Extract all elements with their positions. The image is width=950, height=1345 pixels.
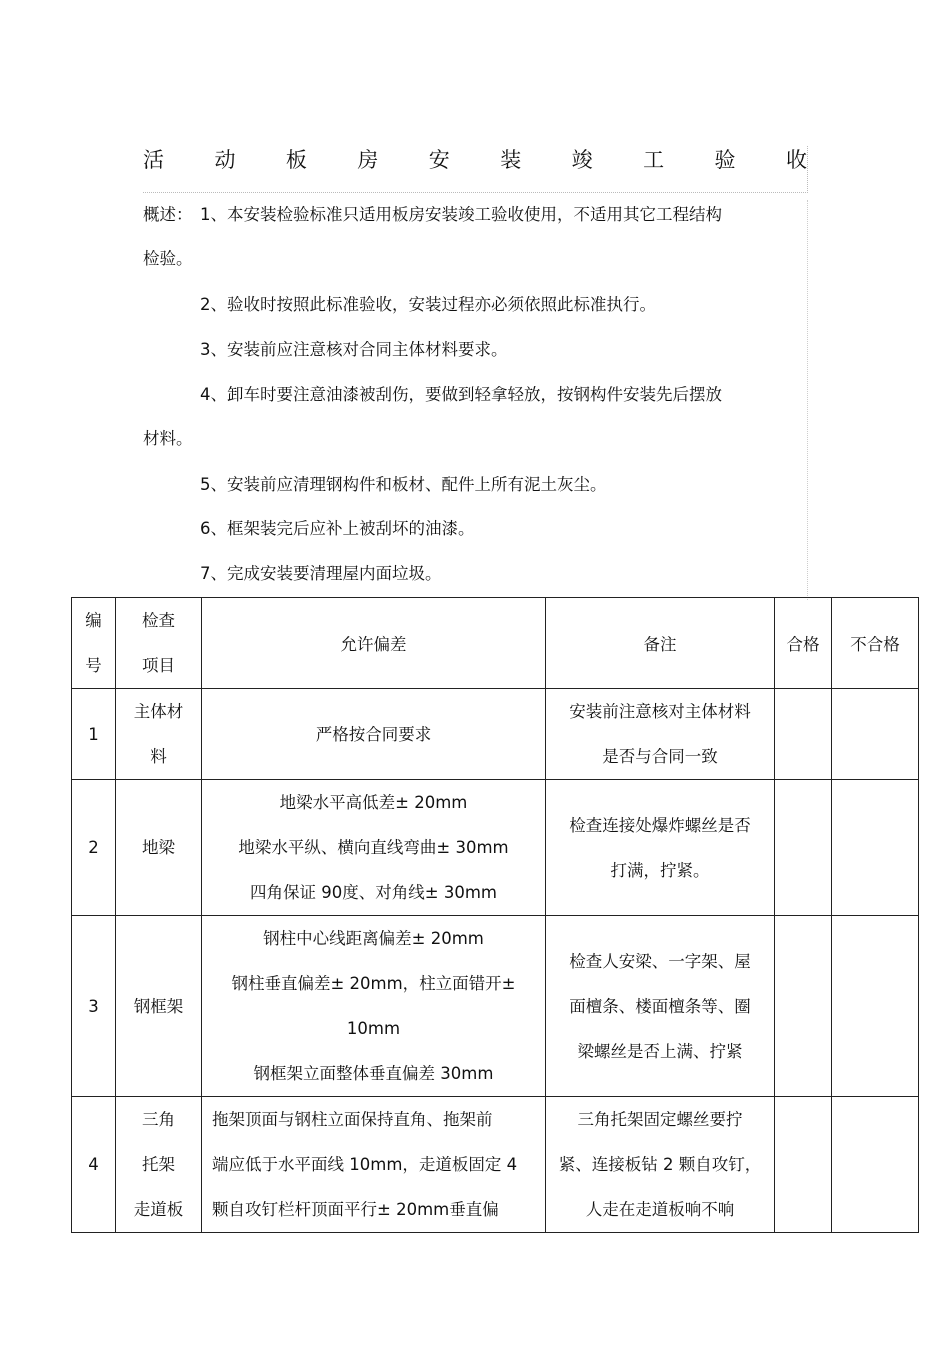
- title-char: 动: [214, 148, 236, 172]
- table-header-row: [72, 598, 919, 689]
- title-char: 装: [500, 148, 522, 172]
- overview-item-1: 1、本安装检验标准只适用板房安装竣工验收使用，不适用其它工程结构: [200, 205, 722, 224]
- row-remark: 检查连接处爆炸螺丝是否 打满，拧紧。: [546, 780, 775, 916]
- title-char: 房: [357, 148, 379, 172]
- row-remark: 安装前注意核对主体材料 是否与合同一致: [546, 689, 775, 780]
- pass-cell[interactable]: [775, 916, 832, 1097]
- title-char: 验: [714, 148, 736, 172]
- overview-item-4: 4、卸车时要注意油漆被刮伤，要做到轻拿轻放，按钢构件安装先后摆放: [200, 385, 722, 404]
- row-item: 三角 托架 走道板: [116, 1097, 202, 1233]
- table-row: [72, 689, 919, 780]
- pass-cell[interactable]: [775, 689, 832, 780]
- fail-cell[interactable]: [832, 1097, 919, 1233]
- row-item: 主体材 料: [116, 689, 202, 780]
- table-row: [72, 916, 919, 1097]
- overview-item-1-cont: 检验。: [143, 249, 193, 268]
- header-fail: 不合格: [832, 598, 919, 689]
- header-pass: 合格: [775, 598, 832, 689]
- row-tolerance: 拖架顶面与钢柱立面保持直角、拖架前 端应低于水平面线 10mm，走道板固定 4 颗自攻钉栏杆顶面平行± 20mm垂直偏: [202, 1097, 546, 1233]
- header-tolerance: 允许偏差: [202, 598, 546, 689]
- header-item: 检查 项目: [116, 598, 202, 689]
- inspection-table: [71, 597, 919, 1233]
- row-tolerance: 严格按合同要求: [202, 689, 546, 780]
- title-char: 收: [785, 148, 807, 172]
- row-no: 1: [72, 689, 116, 780]
- table-row: [72, 780, 919, 916]
- pass-cell[interactable]: [775, 780, 832, 916]
- table-row: [72, 1097, 919, 1233]
- row-item: 钢框架: [116, 916, 202, 1097]
- row-remark: 三角托架固定螺丝要拧 紧、连接板钻 2 颗自攻钉， 人走在走道板响不响: [546, 1097, 775, 1233]
- overview-item-3: 3、安装前应注意核对合同主体材料要求。: [200, 340, 508, 359]
- overview-item-2: 2、验收时按照此标准验收，安装过程亦必须依照此标准执行。: [200, 295, 656, 314]
- overview-item-5: 5、安装前应清理钢构件和板材、配件上所有泥土灰尘。: [200, 475, 607, 494]
- title-char: 活: [143, 148, 164, 172]
- title-char: 安: [428, 148, 450, 172]
- header-no: 编 号: [72, 598, 116, 689]
- fail-cell[interactable]: [832, 916, 919, 1097]
- document-title: [143, 146, 808, 193]
- fail-cell[interactable]: [832, 780, 919, 916]
- pass-cell[interactable]: [775, 1097, 832, 1233]
- row-remark: 检查人安梁、一字架、屋 面檀条、楼面檀条等、圈 梁螺丝是否上满、拧紧: [546, 916, 775, 1097]
- row-no: 3: [72, 916, 116, 1097]
- overview-item-4-cont: 材料。: [143, 429, 193, 448]
- fail-cell[interactable]: [832, 689, 919, 780]
- header-remark: 备注: [546, 598, 775, 689]
- title-char: 板: [285, 148, 307, 172]
- overview-item-7: 7、完成安装要清理屋内面垃圾。: [200, 564, 442, 583]
- title-char: 竣: [571, 148, 593, 172]
- row-tolerance: 地梁水平高低差± 20mm 地梁水平纵、横向直线弯曲± 30mm 四角保证 90度、对角线± 30mm: [202, 780, 546, 916]
- overview-label: 概述：: [143, 205, 193, 224]
- row-tolerance: 钢柱中心线距离偏差± 20mm 钢柱垂直偏差± 20mm，柱立面错开± 10mm 钢框架立面整体垂直偏差 30mm: [202, 916, 546, 1097]
- title-char: 工: [643, 148, 665, 172]
- row-no: 2: [72, 780, 116, 916]
- row-no: 4: [72, 1097, 116, 1233]
- overview-item-6: 6、框架装完后应补上被刮坏的油漆。: [200, 519, 475, 538]
- row-item: 地梁: [116, 780, 202, 916]
